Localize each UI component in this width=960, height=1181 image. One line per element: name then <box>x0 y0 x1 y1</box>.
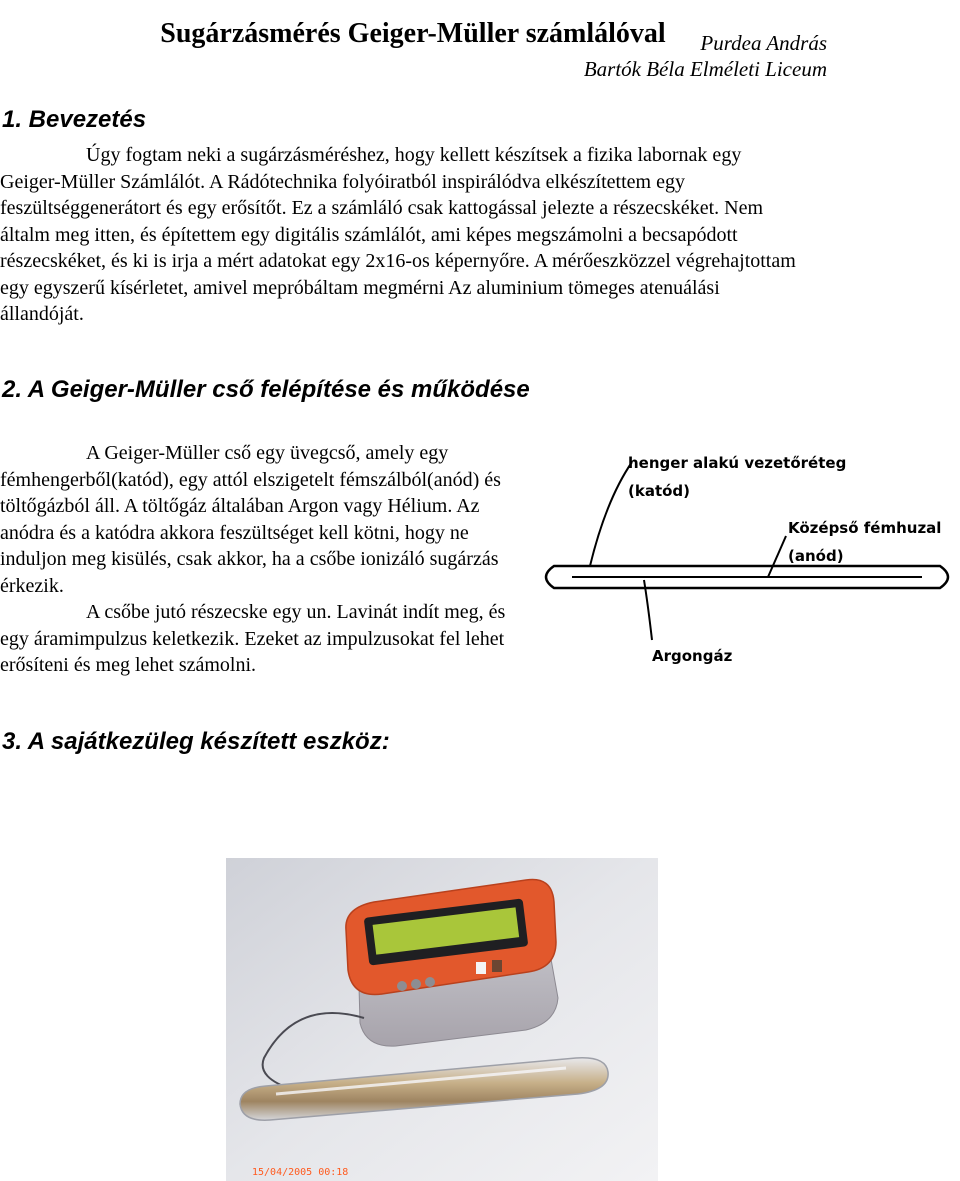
component <box>397 981 407 991</box>
component <box>411 979 421 989</box>
school-name: Bartók Béla Elméleti Liceum <box>583 57 827 81</box>
diagram-svg <box>536 440 960 682</box>
led <box>476 962 486 974</box>
document-title: Sugárzásmérés Geiger-Müller számlálóval <box>160 17 666 49</box>
section-heading-tube: 2. A Geiger-Müller cső felépítése és működése <box>2 376 530 403</box>
tube-paragraph-2: A csőbe jutó részecske egy un. Lavinát indít meg, és egy áramimpulzus keletkezik. Ezeket az impulzusokat fel lehet erősíteni és meg lehet számolni. <box>0 601 506 676</box>
tube-paragraph-1: A Geiger-Müller cső egy üvegcső, amely egy fémhengerből(katód), egy attól elszigetelt fémszálból(anód) és töltőgázból áll. A töltőgáz általában Argon vagy Hélium. Az anódra és a katódra akkora feszültséget kell kötni, hogy ne induljon meg kisülés, csak akkor, ha a csőbe ionizáló sugárzás érkezik. <box>0 442 501 597</box>
author-name: Purdea András <box>700 31 827 55</box>
label-cathode-1: henger alakú vezetőréteg <box>628 454 847 472</box>
component <box>425 977 435 987</box>
device-photo <box>226 858 658 1181</box>
label-gas: Argongáz <box>652 647 733 665</box>
component <box>492 960 502 972</box>
tube-text-block <box>0 440 512 679</box>
pointer-cathode <box>590 462 632 566</box>
section-heading-intro: 1. Bevezetés <box>2 106 147 133</box>
label-cathode-2: (katód) <box>628 482 691 500</box>
intro-paragraph <box>0 142 800 328</box>
photo-svg <box>226 858 658 1181</box>
label-anode-2: (anód) <box>788 547 844 565</box>
section-heading-device: 3. A sajátkezüleg készített eszköz: <box>2 728 390 755</box>
geiger-tube-diagram <box>536 440 960 682</box>
author-block <box>584 30 827 82</box>
label-anode-1: Középső fémhuzal <box>788 519 942 537</box>
photo-timestamp: 15/04/2005 00:18 <box>252 1167 349 1178</box>
intro-text: Úgy fogtam neki a sugárzásméréshez, hogy kellett készítsek a fizika labornak egy Geiger-Müller Számlálót. A Rádótechnika folyóiratból inspirálódva elkészítettem egy feszültséggenerátort és egy erősítőt. Ez a számláló csak kattogással jelezte a részecskéket. Nem általm meg itten, és építettem egy digitális számlálót, ami képes megszámolni a becsapódott részecskéket, és ki is irja a mért adatokat egy 2x16-os képernyőre. A mérőeszközzel végrehajtottam egy egyszerű kísérletet, amivel mepróbáltam megmérni Az aluminium tömeges atenuálási állandóját. <box>0 144 796 325</box>
